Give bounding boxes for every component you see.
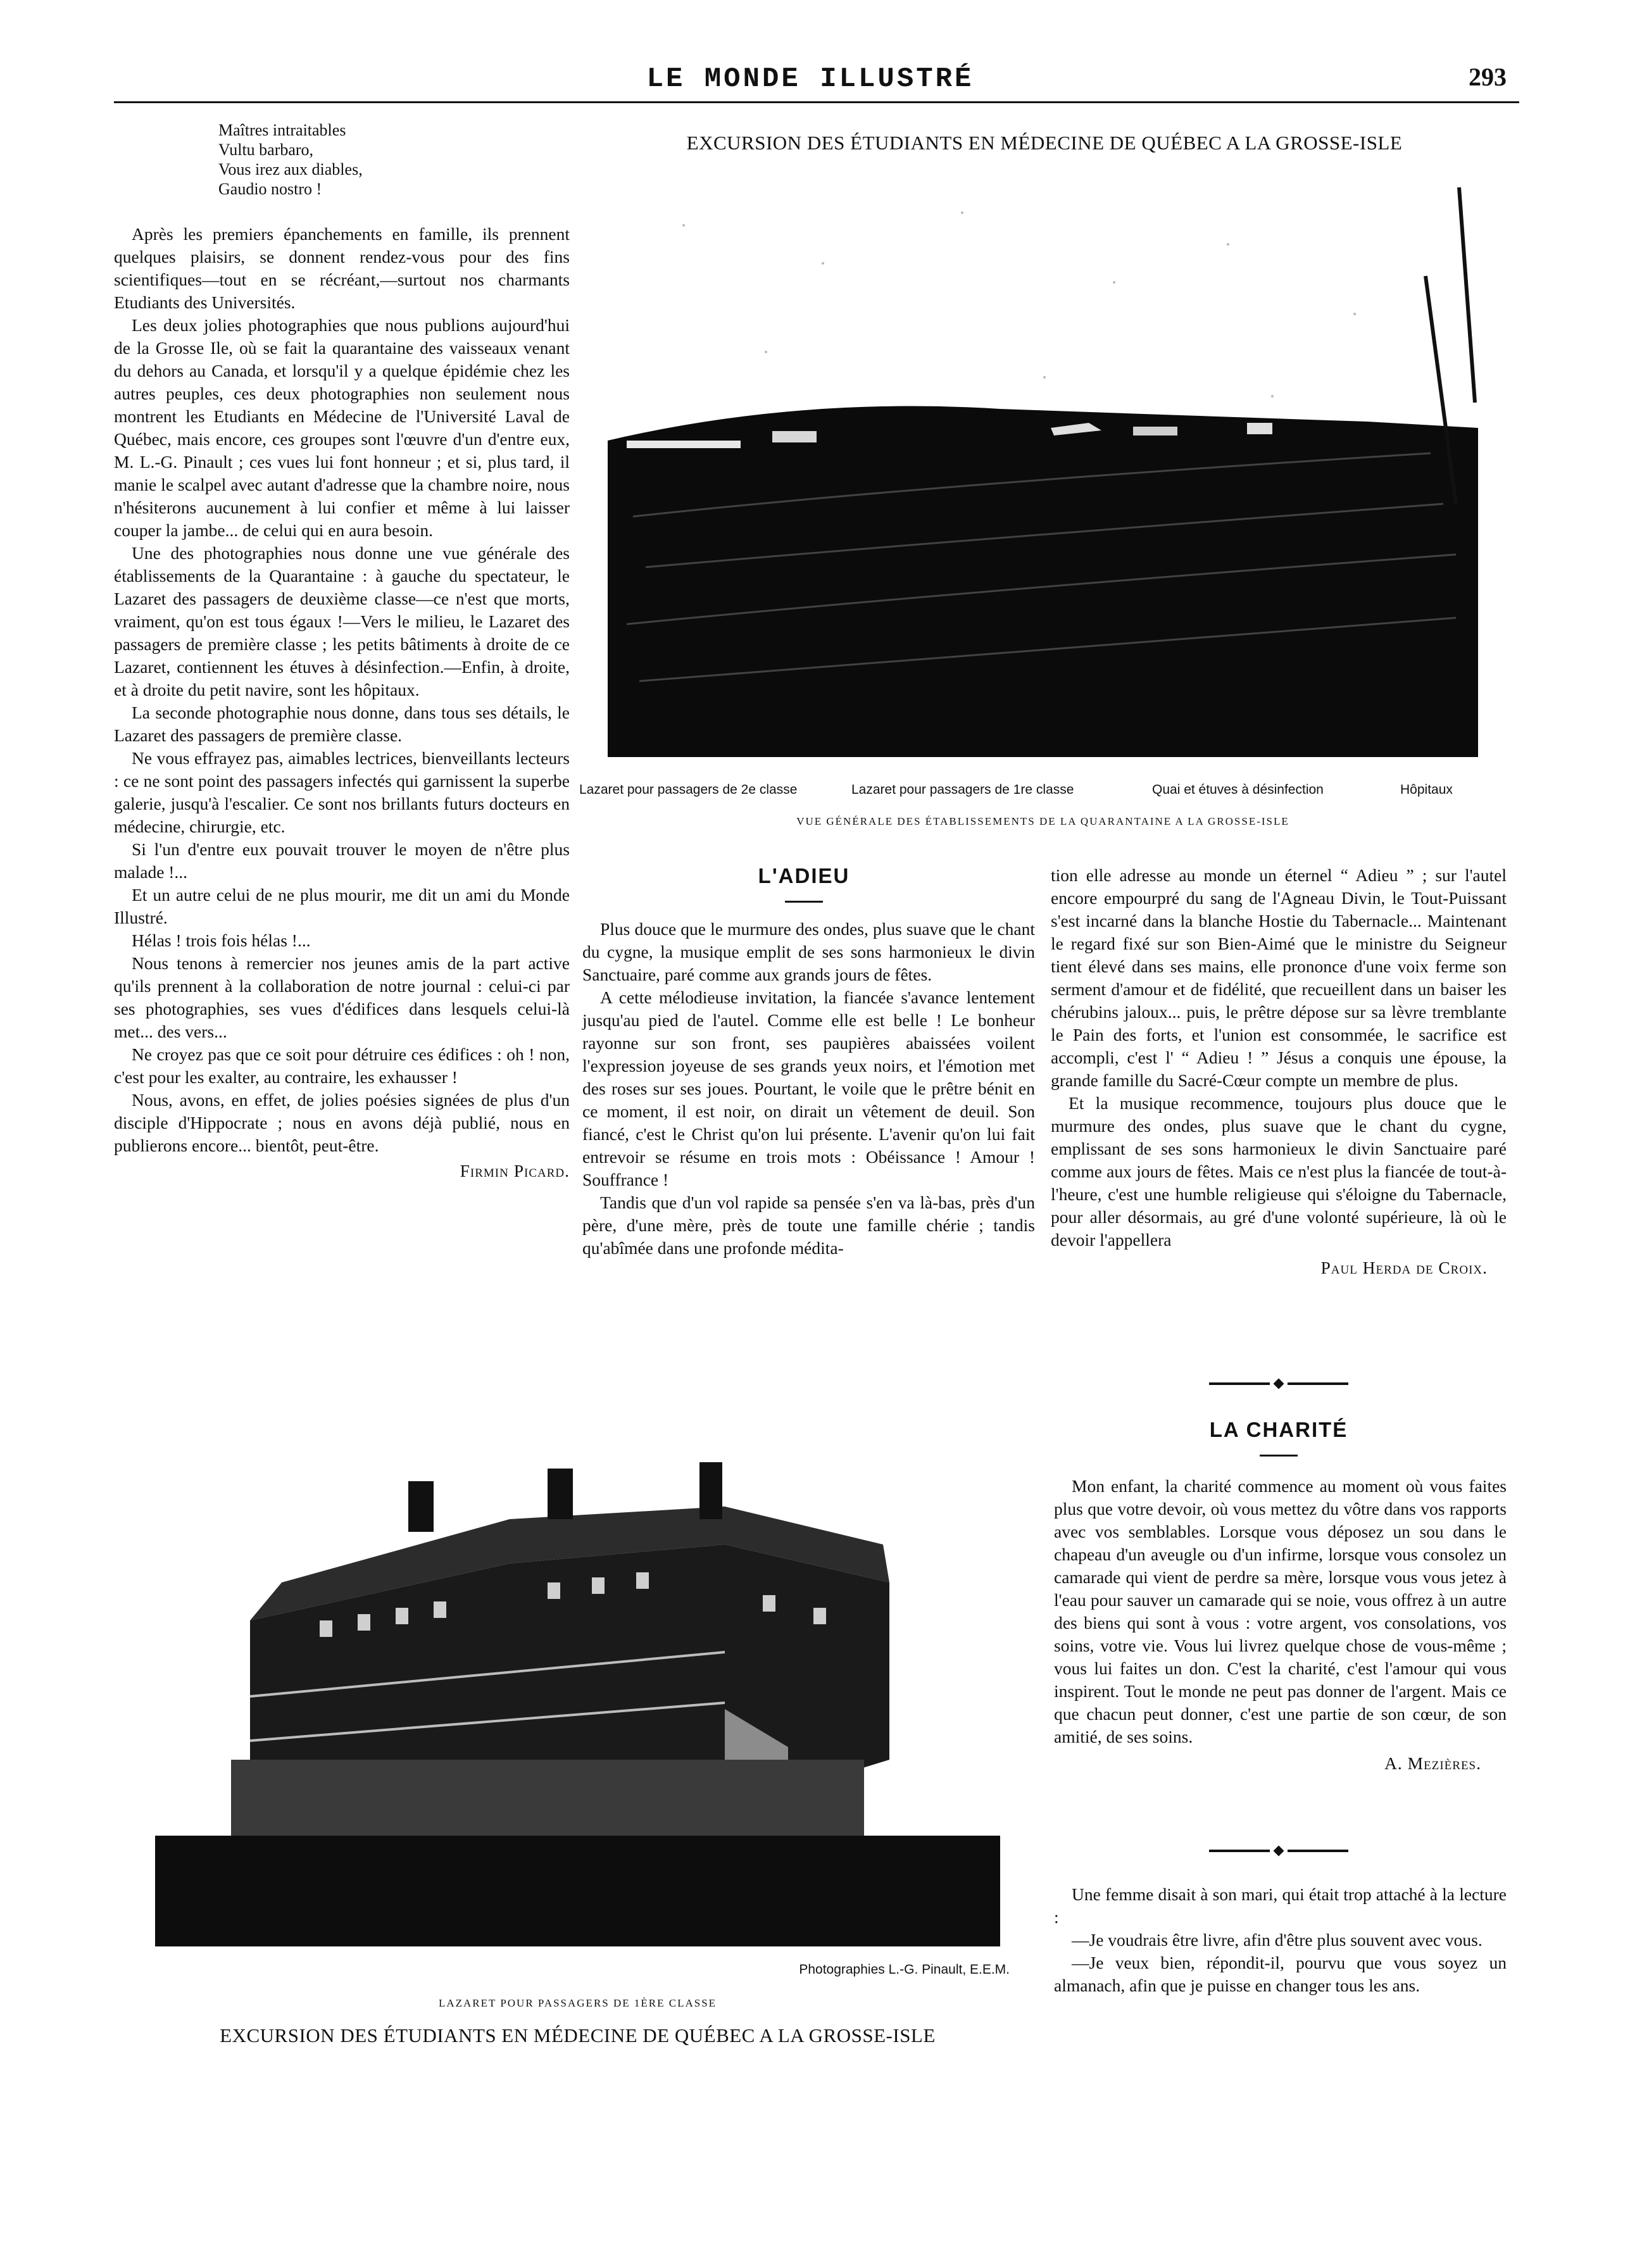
article-signature: Firmin Picard. (460, 1161, 570, 1181)
photo-label-quai: Quai et étuves à désinfection (1152, 782, 1324, 797)
landscape-illustration (608, 187, 1478, 757)
adieu-paragraph: Tandis que d'un vol rapide sa pensée s'en va là-bas, près d'un père, d'une mère, près de toute une famille chérie ; tandis qu'abîmée dans une profonde médita- (582, 1193, 1035, 1258)
anecdote-line: —Je veux bien, répondit-il, pourvu que vous soyez un almanach, afin que je puisse en changer tous les ans. (1054, 1953, 1507, 1995)
article-paragraph: Après les premiers épanchements en famille, ils prennent quelques plaisirs, se donnent rendez-vous pour des fins scientifiques—tout en se récréant,—surtout nos charmants Etudiants des Universités. (114, 224, 570, 312)
poem-line: Maîtres intraitables (218, 121, 346, 139)
article-paragraph: Ne vous effrayez pas, aimables lectrices, bienveillants lecteurs : ce ne sont point des passagers infectés qui garnissent la superbe galerie, jusqu'à l'escalier. Ce sont nos brillants futurs docteurs en médecine, chirurgie, etc. (114, 748, 570, 836)
article-paragraph: Nous tenons à remercier nos jeunes amis de la part active qu'ils prennent à la collaboration de notre journal : celui-ci par ses photographies, ses vues d'édifices dans lesquels celui-là met... des vers... (114, 953, 570, 1041)
article-paragraph: Nous, avons, en effet, de jolies poésies signées de plus d'un disciple d'Hippocrate ; nous en avons déjà publié, nous en publierons encore... bientôt, peut-être. (114, 1090, 570, 1155)
divider-bar (1288, 1850, 1348, 1852)
adieu-paragraph: A cette mélodieuse invitation, la fiancée s'avance lentement jusqu'au pied de l'autel. Comme elle est belle ! Le bonheur rayonne sur son front, ses paupières abaissées voilent l'expression joyeuse de ses grands yeux noirs, et l'émotion met des roses sur ses joues. Pourtant, le voile que le prêtre bénit en ce moment, il est noir, on dirait un vêtement de deuil. Son fiancé, c'est le Christ qu'on lui présente. L'avenir qu'on lui fait entrevoir se résume en trois mots : Obéissance ! Amour ! Souffrance ! (582, 987, 1035, 1189)
poem-line: Vultu barbaro, (218, 141, 314, 159)
ornamental-divider (1051, 1847, 1507, 1855)
header-rule (114, 101, 1519, 103)
article-paragraph: Hélas ! trois fois hélas !... (132, 930, 311, 950)
anecdote-line: Une femme disait à son mari, qui était trop attaché à la lecture : (1054, 1884, 1507, 1927)
adieu-title: L'ADIEU (758, 864, 850, 887)
charite-title-rule (1260, 1455, 1298, 1457)
top-headline: EXCURSION DES ÉTUDIANTS EN MÉDECINE DE QUÉBEC A LA GROSSE-ISLE (686, 132, 1403, 154)
divider-diamond (1274, 1846, 1284, 1857)
charite-signature: A. Mezières. (1384, 1753, 1481, 1773)
article-paragraph: La seconde photographie nous donne, dans tous ses détails, le Lazaret des passagers de première classe. (114, 703, 570, 745)
quarantine-overview-photo (608, 187, 1478, 757)
poem (218, 120, 570, 199)
divider-bar (1288, 1382, 1348, 1385)
poem-line: Gaudio nostro ! (218, 180, 322, 198)
article-paragraph: Si l'un d'entre eux pouvait trouver le moyen de n'être plus malade !... (114, 839, 570, 882)
bottom-headline: EXCURSION DES ÉTUDIANTS EN MÉDECINE DE QUÉBEC A LA GROSSE-ISLE (220, 2024, 936, 2046)
adieu-paragraph: tion elle adresse au monde un éternel “ Adieu ” ; sur l'autel encore empourpré du sang de l'Agneau Divin, le Tout-Puissant s'est incarné dans la blanche Hostie du Tabernacle... Maintenant le regard fixé sur son Bien-Aimé que le ministre du Seigneur tient élevé dans ses mains, elle prononce d'une voix ferme son serment d'amour et de fidélité, que recueillent dans un baiser les chérubins jaloux... puis, le prêtre dépose sur sa lèvre tremblante le Pain des forts, et l'union est consommée, le sacrifice est accompli, c'est l' “ Adieu ! ” Jésus a conquis une épouse, la grande famille du Sacré-Cœur compte un membre de plus. (1051, 865, 1507, 1090)
adieu-paragraph: Et la musique recommence, toujours plus douce que le murmure des ondes, plus suave que le chant du cygne, emplissant de ses sons harmonieux le divin Sanctuaire paré comme aux jours de fêtes. Mais ce n'est plus la fiancée de tout-à-l'heure, c'est une humble religieuse qui s'éloigne du Tabernacle, pour aller désormais, au gré d'une volonté supérieure, là où le devoir l'appellera (1051, 1093, 1507, 1250)
adieu-column-1 (582, 918, 1035, 1260)
adieu-paragraph: Plus douce que le murmure des ondes, plus suave que le chant du cygne, la musique emplit de ses sons harmonieux le divin Sanctuaire, paré comme aux grands jours de fêtes. (582, 919, 1035, 984)
article-paragraph: Et un autre celui de ne plus mourir, me dit un ami du Monde Illustré. (114, 885, 570, 927)
charite-paragraph: Mon enfant, la charité commence au moment où vous faites plus que votre devoir, où vous mettez du vôtre dans vos rapports avec vos semblables. Lorsque vous déposez un sou dans le chapeau d'un aveugle ou d'un infirme, lorsque vous consolez un camarade qui vient de perdre sa mère, lorsque vous vous jetez à l'eau pour sauver un camarade qui se noie, vous offrez à un autre des biens qui sont à vous : votre argent, vos consolations, vos soins, votre vie. Vous lui livrez quelque chose de vous-même ; vous lui faites un don. C'est la charité, c'est l'amour qui vous inspirent. Tout le monde ne peut pas donner de l'argent. Mais ce que chacun peut donner, c'est une partie de son cœur, de son amitié, de ses soins. (1054, 1476, 1507, 1746)
article-paragraph: Les deux jolies photographies que nous publions aujourd'hui de la Grosse Ile, où se fait la quarantaine des vaisseaux venant du dehors au Canada, et lorsqu'il y a quelque épidémie chez les autres peuples, ces deux photographies non seulement nous montrent les Etudiants en Médecine de l'Université Laval de Québec, mais encore, ces groupes sont l'œuvre d'un d'entre eux, M. L.-G. Pinault ; ces vues lui font honneur ; et si, plus tard, il manie le scalpel avec autant d'adresse que la chambre noire, nous n'hésiterons aucunement à lui confier et même à lui laisser couper la jambe... de celui qui en aura besoin. (114, 315, 570, 540)
masthead-title: LE MONDE ILLUSTRÉ (646, 63, 974, 95)
adieu-column-2 (1051, 864, 1507, 1279)
photo-label-1st-class: Lazaret pour passagers de 1re classe (851, 782, 1074, 797)
lazaret-building-illustration (155, 1355, 1000, 1946)
anecdote (1054, 1883, 1507, 1997)
divider-bar (1209, 1850, 1270, 1852)
article-paragraph: Une des photographies nous donne une vue générale des établissements de la Quarantaine : à gauche du spectateur, le Lazaret des passagers de deuxième classe—ce n'est que morts, vraiment, qu'on est tous égaux !—Vers le milieu, le Lazaret des passagers de première classe ; les petits bâtiments à droite de ce Lazaret, contiennent les étuves à désinfection.—Enfin, à droite, et à droite du petit navire, sont les hôpitaux. (114, 543, 570, 699)
adieu-signature: Paul Herda de Croix. (1320, 1258, 1488, 1277)
anecdote-line: —Je voudrais être livre, afin d'être plus souvent avec vous. (1072, 1930, 1483, 1950)
poem-line: Vous irez aux diables, (218, 160, 363, 179)
charite-title: LA CHARITÉ (1209, 1418, 1348, 1441)
left-column (114, 120, 570, 1182)
photo-label-hopitaux: Hôpitaux (1400, 782, 1453, 797)
article-paragraph: Ne croyez pas que ce soit pour détruire ces édifices : oh ! non, c'est pour les exalter, au contraire, les exhausser ! (114, 1044, 570, 1087)
bottom-photo-caption: LAZARET POUR PASSAGERS DE 1ÈRE CLASSE (438, 1997, 717, 2009)
charite-column (1054, 1475, 1507, 1775)
divider-bar (1209, 1382, 1270, 1385)
photo-label-2nd-class: Lazaret pour passagers de 2e classe (579, 782, 798, 797)
lazaret-first-class-photo (155, 1355, 1000, 1946)
photo-credit: Photographies L.-G. Pinault, E.E.M. (799, 1962, 1010, 1977)
top-photo-caption: VUE GÉNÉRALE DES ÉTABLISSEMENTS DE LA QUARANTAINE A LA GROSSE-ISLE (796, 815, 1289, 827)
adieu-title-rule (785, 901, 823, 903)
ornamental-divider (1051, 1380, 1507, 1388)
divider-diamond (1274, 1379, 1284, 1389)
page-number: 293 (1469, 63, 1507, 91)
